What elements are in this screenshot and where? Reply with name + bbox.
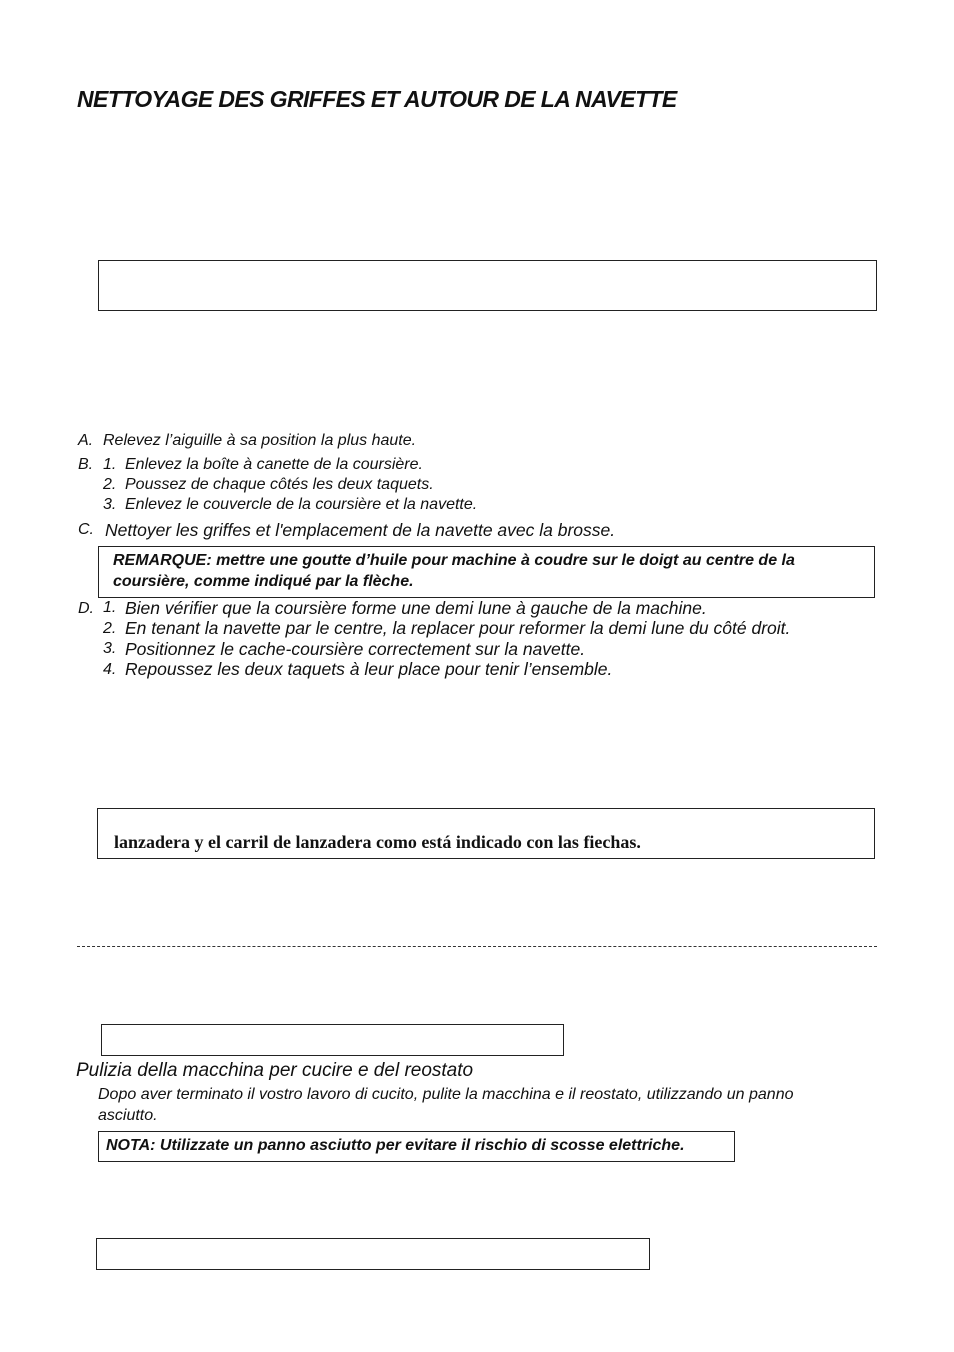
- step-a-letter: A.: [78, 432, 94, 449]
- remarque-line-2: coursière, comme indiqué par la flèche.: [113, 573, 414, 590]
- step-a-text: Relevez l’aiguille à sa position la plus haute.: [103, 432, 417, 449]
- step-b-2-num: 2.: [103, 476, 117, 493]
- italian-heading: Pulizia della macchina per cucire e del reostato: [76, 1060, 474, 1081]
- spanish-note-box: [97, 808, 875, 859]
- step-d-3-text: Positionnez le cache-coursière correctement sur la navette.: [125, 639, 586, 659]
- empty-note-box-top: [98, 260, 877, 311]
- empty-box-bottom: [96, 1238, 650, 1270]
- step-d-3-num: 3.: [103, 640, 117, 657]
- step-d-1-num: 1.: [103, 599, 117, 616]
- step-b-3-text: Enlevez le couvercle de la coursière et la navette.: [125, 496, 478, 513]
- step-d-letter: D.: [78, 600, 94, 617]
- step-d-2-text: En tenant la navette par le centre, la replacer pour reformer la demi lune du côté droit.: [125, 618, 791, 638]
- step-d-4-num: 4.: [103, 661, 117, 678]
- nota-text: NOTA: Utilizzate un panno asciutto per evitare il rischio di scosse elettriche.: [106, 1137, 685, 1154]
- spanish-note-text: lanzadera y el carril de lanzadera como está indicado con las fiechas.: [114, 832, 641, 852]
- step-d-4-text: Repoussez les deux taquets à leur place pour tenir l’ensemble.: [125, 659, 613, 679]
- italian-body-line-1: Dopo aver terminato il vostro lavoro di cucito, pulite la macchina e il reostato, utilizzando un panno: [98, 1086, 794, 1103]
- remarque-note-box: [98, 546, 875, 598]
- step-b-1-text: Enlevez la boîte à canette de la coursière.: [125, 456, 423, 473]
- remarque-line-1: REMARQUE: mettre une goutte d’huile pour machine à coudre sur le doigt au centre de la: [113, 552, 795, 569]
- nota-box: [98, 1131, 735, 1162]
- dashed-separator: [77, 946, 877, 947]
- step-c-letter: C.: [78, 521, 94, 538]
- step-d-2-num: 2.: [103, 620, 117, 637]
- step-d-1-text: Bien vérifier que la coursière forme une demi lune à gauche de la machine.: [125, 598, 707, 618]
- step-b-letter: B.: [78, 456, 94, 473]
- empty-heading-box: [101, 1024, 564, 1056]
- page-title: NETTOYAGE DES GRIFFES ET AUTOUR DE LA NAVETTE: [77, 86, 677, 112]
- step-b-2-text: Poussez de chaque côtés les deux taquets.: [125, 476, 434, 493]
- step-c-text: Nettoyer les griffes et l'emplacement de la navette avec la brosse.: [105, 520, 616, 540]
- step-b-3-num: 3.: [103, 496, 117, 513]
- italian-body-line-2: asciutto.: [98, 1107, 158, 1124]
- step-b-1-num: 1.: [103, 456, 117, 473]
